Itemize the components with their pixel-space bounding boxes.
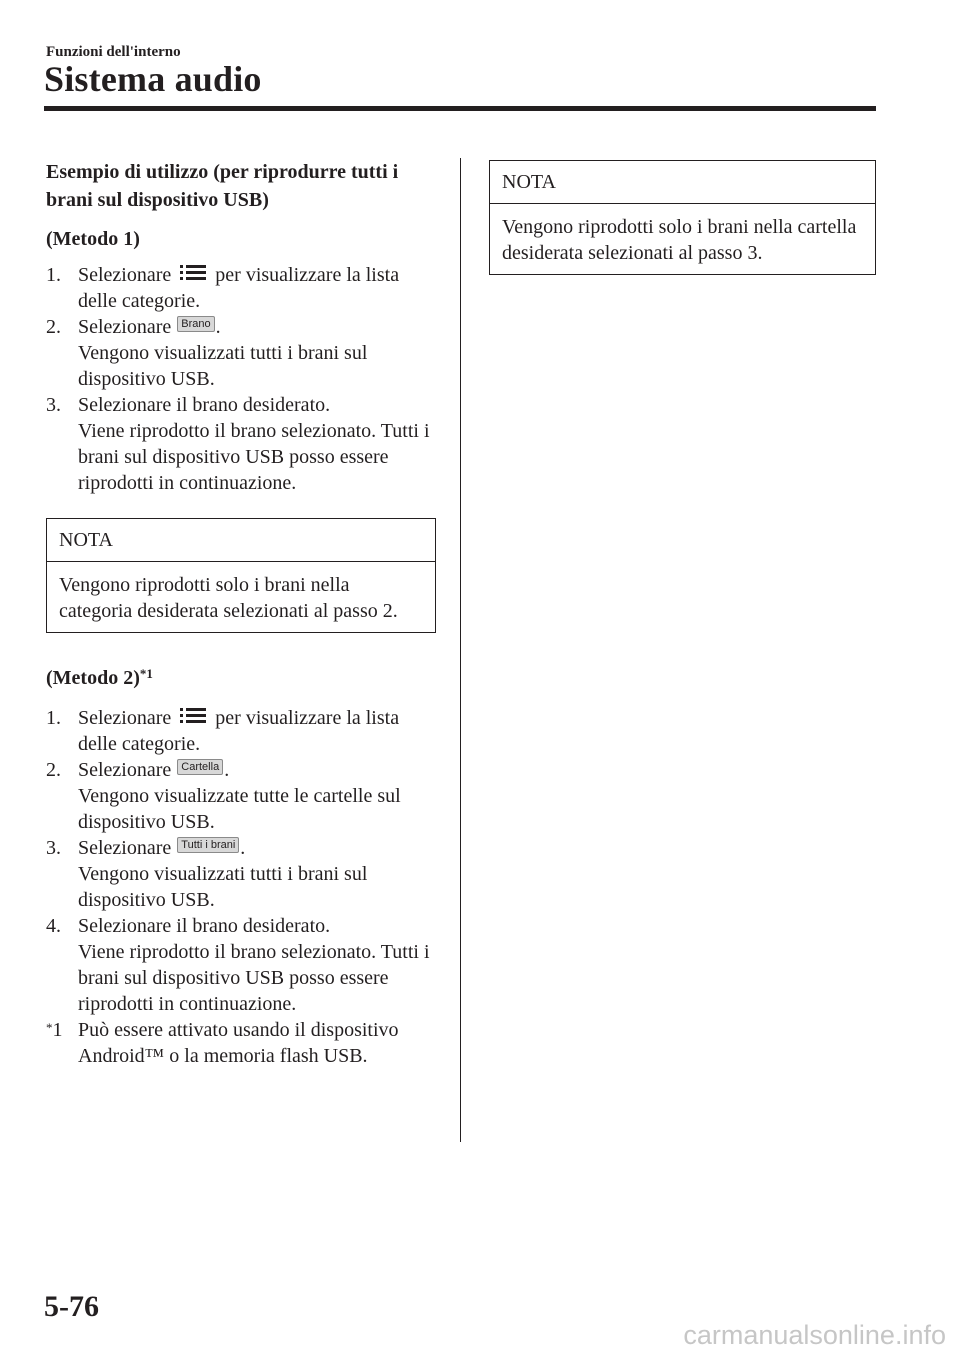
- list-item: [46, 392, 436, 496]
- watermark: carmanualsonline.info: [683, 1320, 946, 1350]
- step-detail: Vengono visualizzati tutti i brani sul dispositivo USB.: [78, 342, 368, 390]
- list-icon: [176, 264, 210, 284]
- step-text: Selezionare il brano desiderato.: [78, 394, 331, 416]
- example-heading: Esempio di utilizzo (per riprodurre tutti i brani sul dispositivo USB): [46, 161, 399, 211]
- footnote: [46, 1017, 436, 1069]
- footnote-asterisk: *: [46, 1020, 53, 1035]
- note-heading: NOTA: [47, 519, 435, 562]
- step-text: .: [215, 316, 221, 338]
- step-number: 3.: [46, 837, 61, 859]
- cartella-button: Cartella: [177, 759, 223, 775]
- step-detail: Viene riprodotto il brano selezionato. Tutti i brani sul dispositivo USB posso essere riprodotti in continuazione.: [78, 420, 430, 494]
- list-icon: [176, 707, 210, 727]
- note-body: Vengono riprodotti solo i brani nella cartella desiderata selezionati al passo 3.: [502, 216, 857, 264]
- method1-heading: (Metodo 1): [46, 228, 140, 250]
- step-number: 1.: [46, 264, 61, 286]
- step-number: 3.: [46, 394, 61, 416]
- method2-heading-text: (Metodo 2): [46, 667, 140, 689]
- step-text: Selezionare il brano desiderato.: [78, 915, 331, 937]
- footnote-text: Può essere attivato usando il dispositivo Android™ o la memoria flash USB.: [78, 1019, 399, 1067]
- page-title: Sistema audio: [44, 59, 262, 99]
- step-number: 2.: [46, 316, 61, 338]
- step-number: 1.: [46, 707, 61, 729]
- step-text: .: [240, 837, 246, 859]
- note-box: [46, 518, 436, 633]
- list-item: [46, 835, 436, 913]
- page-number: 5-76: [44, 1290, 99, 1323]
- left-column: [46, 158, 436, 1069]
- note-box: [489, 160, 876, 275]
- header-section-label: Funzioni dell'interno: [46, 44, 181, 60]
- footnote-mark: [46, 1017, 63, 1043]
- list-item: [46, 913, 436, 1017]
- list-item: [46, 262, 436, 314]
- step-text: Selezionare: [78, 837, 177, 859]
- list-item: [46, 757, 436, 835]
- step-text: Selezionare: [78, 759, 177, 781]
- step-text: Selezionare: [78, 707, 177, 729]
- step-number: 2.: [46, 759, 61, 781]
- tutti-i-brani-button: Tutti i brani: [177, 837, 239, 853]
- note-heading: NOTA: [490, 161, 875, 204]
- header-rule: [44, 106, 876, 111]
- list-item: [46, 705, 436, 757]
- brano-button: Brano: [177, 316, 214, 332]
- method1-steps: [46, 262, 436, 496]
- footnote-number: 1: [52, 1019, 63, 1041]
- step-text: per visualizzare la lista delle categorie.: [78, 264, 400, 312]
- step-detail: Vengono visualizzati tutti i brani sul dispositivo USB.: [78, 863, 368, 911]
- method2-steps: [46, 705, 436, 1017]
- list-item: [46, 314, 436, 392]
- right-column: [489, 160, 876, 275]
- footnote-ref: *1: [139, 666, 153, 681]
- step-text: Selezionare: [78, 264, 177, 286]
- step-detail: Viene riprodotto il brano selezionato. Tutti i brani sul dispositivo USB posso essere riprodotti in continuazione.: [78, 941, 430, 1015]
- step-text: Selezionare: [78, 316, 177, 338]
- step-detail: Vengono visualizzate tutte le cartelle sul dispositivo USB.: [78, 785, 401, 833]
- step-text: per visualizzare la lista delle categorie.: [78, 707, 400, 755]
- step-text: .: [224, 759, 230, 781]
- step-number: 4.: [46, 915, 61, 937]
- note-body: Vengono riprodotti solo i brani nella categoria desiderata selezionati al passo 2.: [59, 574, 398, 622]
- method2-heading: [46, 665, 436, 691]
- column-divider: [460, 158, 461, 1142]
